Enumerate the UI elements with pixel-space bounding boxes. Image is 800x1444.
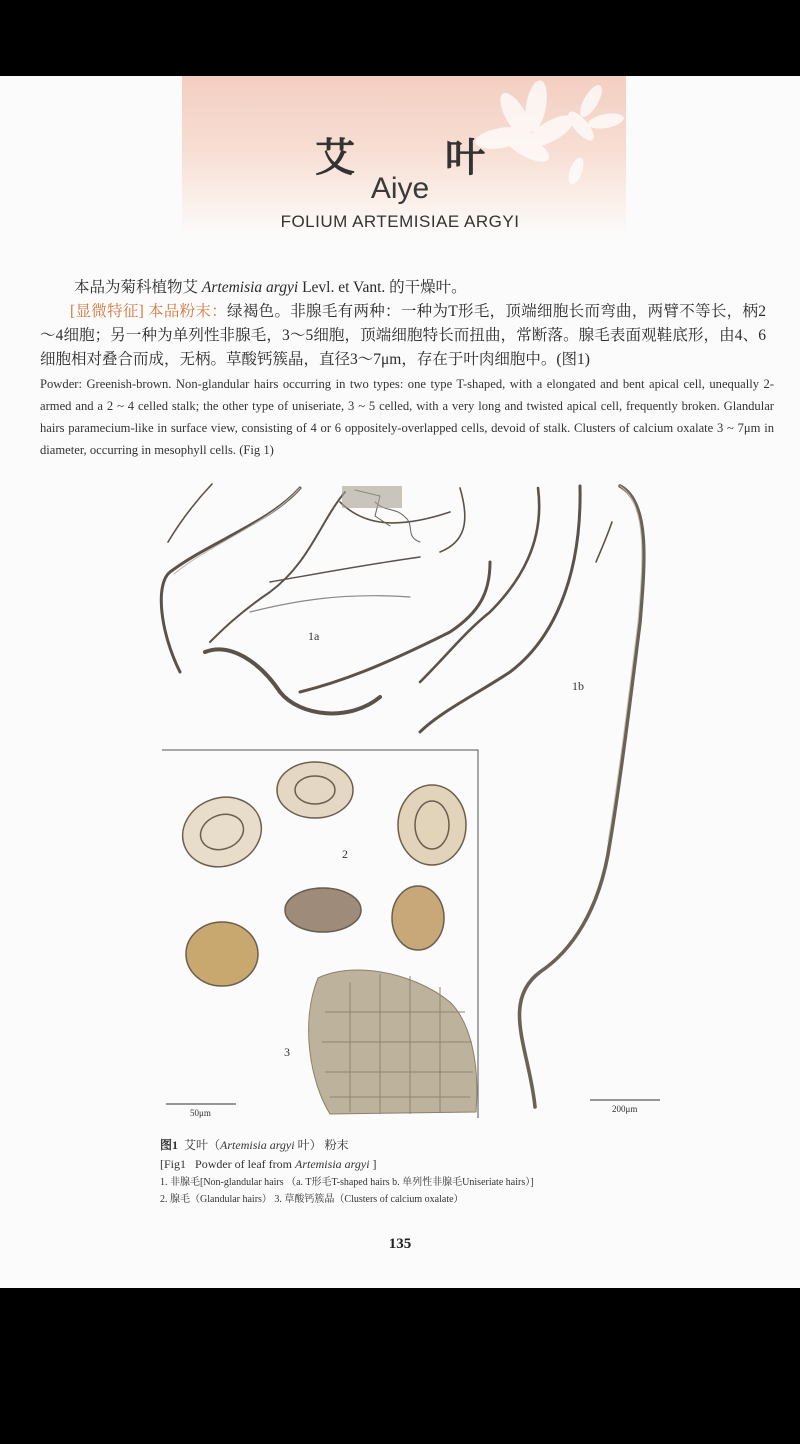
figure-caption: [160, 1136, 720, 1208]
title-latin: FOLIUM ARTEMISIAE ARGYI: [280, 212, 520, 231]
uniseriate-hair-image: [520, 486, 644, 1107]
caption-cn-suffix: 叶） 粉末: [294, 1138, 349, 1152]
label-1b: 1b: [572, 679, 584, 693]
caption-cn: [160, 1136, 720, 1155]
title-chinese: 艾叶: [315, 135, 575, 181]
caption-species: Artemisia argyi: [220, 1138, 295, 1152]
species-name: Artemisia argyi: [201, 279, 299, 296]
microscopy-description-en: Powder: Greenish-brown. Non-glandular hairs occurring in two types: one type T-shaped, with a elongated and bent apical cell, unequally 2-armed and a 2 ~ 4 celled stalk; the other type of uniseriate, 3 ~ 5 celled, with a very long and twisted apical cell, frequently broken. Glandular hairs paramecium-like in surface view, consisting of 4 or 6 oppositely-overlapped cells, devoid of stalk. Clusters of calcium oxalate 3 ~ 7μm in diameter, occurring in mesophyll cells. (Fig 1): [40, 377, 774, 457]
scale-right-label: 200μm: [612, 1104, 638, 1114]
caption-en: [160, 1155, 720, 1174]
section-subtitle: 本品粉末：: [148, 303, 228, 320]
caption-en-prefix: [Fig1: [160, 1157, 187, 1171]
t-shaped-hairs-image: [161, 484, 612, 732]
description-cn-text: 绿褐色。非腺毛有两种：一种为T形毛，顶端细胞长而弯曲，两臂不等长，柄2～4细胞；另一种为单列性非腺毛，3～5细胞，顶端细胞特长而扭曲，常断落。腺毛表面观鞋底形，由4、6细胞相对叠合而成，无柄。草酸钙簇晶，直径3～7μm，存在于叶肉细胞中。(图1): [40, 303, 767, 368]
label-1a: 1a: [308, 629, 320, 643]
label-2: 2: [342, 847, 348, 861]
intro-text-tail: Levl. et Vant. 的干燥叶。: [298, 279, 467, 296]
caption-fig-number: 图1: [160, 1138, 179, 1152]
caption-en-text: Powder of leaf from: [195, 1157, 295, 1171]
title-pinyin: Aiye: [370, 172, 430, 205]
caption-en-suffix: ]: [369, 1157, 377, 1171]
section-tag: [显微特征]: [70, 303, 144, 320]
caption-cn-text: 艾叶（: [184, 1138, 221, 1152]
glandular-hairs-image: [173, 762, 466, 986]
intro-source-line: [74, 276, 764, 300]
page-number: 135: [388, 1236, 412, 1252]
micrograph-figure: [150, 482, 670, 1118]
caption-item-2: 2. 腺毛（Glandular hairs） 3. 草酸钙簇晶（Clusters of calcium oxalate）: [160, 1194, 464, 1205]
intro-text: 本品为菊科植物艾: [74, 279, 202, 296]
label-3: 3: [284, 1045, 290, 1059]
calcium-oxalate-image: [309, 970, 477, 1114]
scale-left-label: 50μm: [190, 1108, 211, 1118]
microscopy-description-cn: [40, 300, 766, 372]
caption-en-species: Artemisia argyi: [294, 1157, 370, 1171]
caption-item-1: 1. 非腺毛[Non-glandular hairs （a. T形毛T-shaped hairs b. 单列性非腺毛Uniseriate hairs）]: [160, 1177, 534, 1188]
book-page: [0, 76, 800, 1288]
